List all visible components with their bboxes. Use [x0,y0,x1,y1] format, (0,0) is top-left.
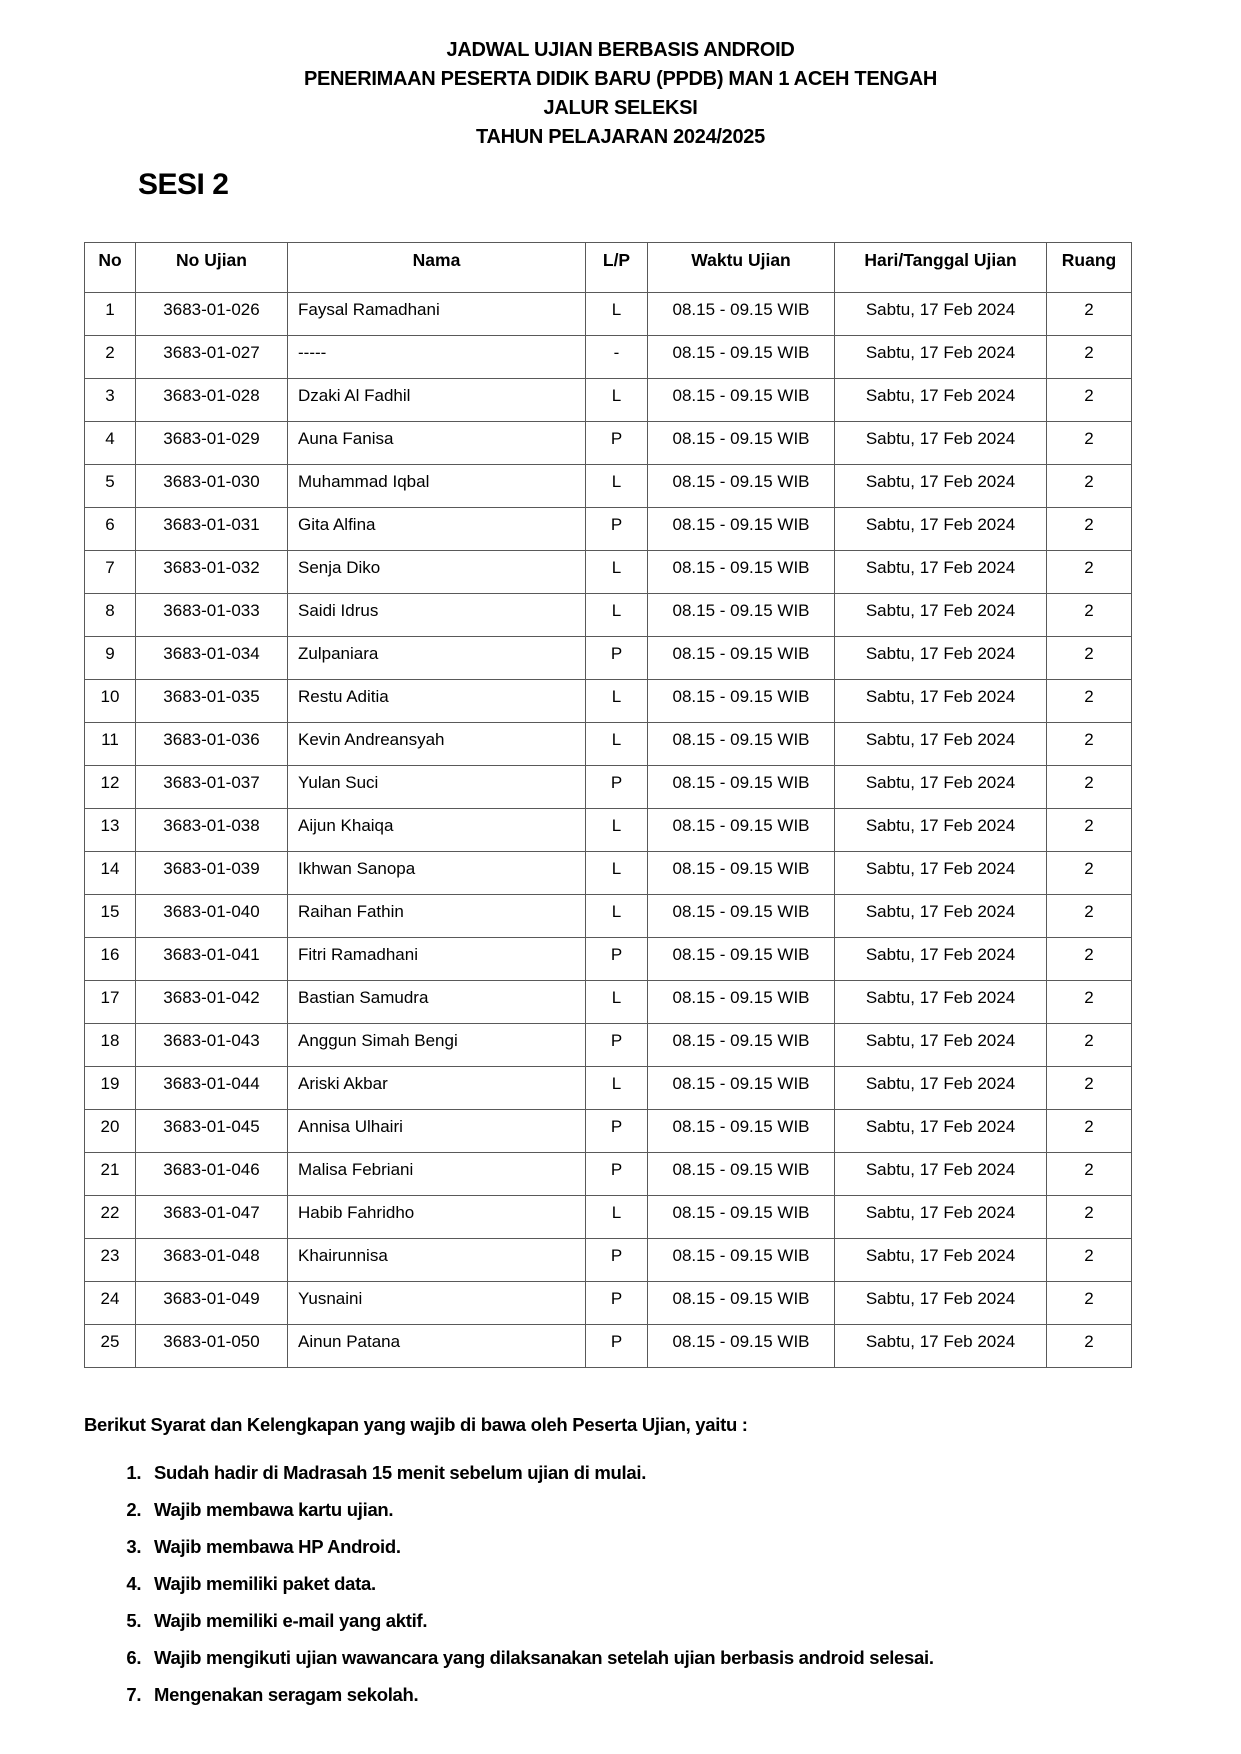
table-row [85,809,1132,852]
table-row [85,1196,1132,1239]
cell-waktu-ujian: 08.15 - 09.15 WIB [648,766,835,809]
cell-no-ujian: 3683-01-045 [136,1110,288,1153]
cell-nama: Anggun Simah Bengi [288,1024,586,1067]
cell-lp: L [586,379,648,422]
cell-nama: Habib Fahridho [288,1196,586,1239]
cell-no-ujian: 3683-01-041 [136,938,288,981]
cell-ruang: 2 [1047,852,1132,895]
table-row [85,379,1132,422]
requirement-item-1: 1. Sudah hadir di Madrasah 15 menit sebelum ujian di mulai. [146,1462,1241,1484]
cell-no: 12 [85,766,136,809]
cell-ruang: 2 [1047,895,1132,938]
cell-no: 1 [85,293,136,336]
cell-lp: P [586,938,648,981]
cell-no-ujian: 3683-01-036 [136,723,288,766]
cell-lp: P [586,1110,648,1153]
cell-waktu-ujian: 08.15 - 09.15 WIB [648,293,835,336]
table-row [85,551,1132,594]
table-row [85,895,1132,938]
cell-no: 6 [85,508,136,551]
cell-waktu-ujian: 08.15 - 09.15 WIB [648,1282,835,1325]
requirement-item-5: 5. Wajib memiliki e-mail yang aktif. [146,1610,1241,1632]
cell-hari-tanggal-ujian: Sabtu, 17 Feb 2024 [835,1153,1047,1196]
cell-nama: Aijun Khaiqa [288,809,586,852]
column-header-no-ujian: No Ujian [136,243,288,293]
cell-nama: Kevin Andreansyah [288,723,586,766]
cell-ruang: 2 [1047,766,1132,809]
cell-hari-tanggal-ujian: Sabtu, 17 Feb 2024 [835,508,1047,551]
table-header-row [85,243,1132,293]
cell-waktu-ujian: 08.15 - 09.15 WIB [648,422,835,465]
table-row [85,723,1132,766]
session-heading: SESI 2 [138,168,229,201]
table-row [85,981,1132,1024]
cell-no: 14 [85,852,136,895]
cell-no-ujian: 3683-01-050 [136,1325,288,1368]
table-row [85,508,1132,551]
cell-no-ujian: 3683-01-043 [136,1024,288,1067]
column-header-waktu-ujian: Waktu Ujian [648,243,835,293]
cell-no-ujian: 3683-01-040 [136,895,288,938]
cell-nama: Auna Fanisa [288,422,586,465]
cell-waktu-ujian: 08.15 - 09.15 WIB [648,508,835,551]
cell-lp: L [586,293,648,336]
table-row [85,1282,1132,1325]
table-row [85,336,1132,379]
cell-no: 10 [85,680,136,723]
cell-lp: P [586,1325,648,1368]
cell-hari-tanggal-ujian: Sabtu, 17 Feb 2024 [835,1110,1047,1153]
cell-no: 23 [85,1239,136,1282]
cell-lp: P [586,766,648,809]
cell-ruang: 2 [1047,723,1132,766]
cell-no: 7 [85,551,136,594]
requirements-section [84,1414,1241,1706]
cell-waktu-ujian: 08.15 - 09.15 WIB [648,809,835,852]
cell-no-ujian: 3683-01-037 [136,766,288,809]
cell-waktu-ujian: 08.15 - 09.15 WIB [648,1153,835,1196]
cell-lp: L [586,465,648,508]
cell-no: 2 [85,336,136,379]
cell-no-ujian: 3683-01-042 [136,981,288,1024]
cell-no-ujian: 3683-01-038 [136,809,288,852]
cell-hari-tanggal-ujian: Sabtu, 17 Feb 2024 [835,1024,1047,1067]
cell-ruang: 2 [1047,809,1132,852]
cell-waktu-ujian: 08.15 - 09.15 WIB [648,336,835,379]
cell-ruang: 2 [1047,379,1132,422]
cell-ruang: 2 [1047,1110,1132,1153]
table-row [85,680,1132,723]
cell-no: 5 [85,465,136,508]
cell-waktu-ujian: 08.15 - 09.15 WIB [648,551,835,594]
cell-ruang: 2 [1047,422,1132,465]
requirement-item-2: 2. Wajib membawa kartu ujian. [146,1499,1241,1521]
cell-hari-tanggal-ujian: Sabtu, 17 Feb 2024 [835,637,1047,680]
cell-lp: L [586,680,648,723]
cell-ruang: 2 [1047,1067,1132,1110]
cell-hari-tanggal-ujian: Sabtu, 17 Feb 2024 [835,723,1047,766]
column-header-ruang: Ruang [1047,243,1132,293]
cell-lp: L [586,809,648,852]
cell-ruang: 2 [1047,680,1132,723]
cell-no-ujian: 3683-01-028 [136,379,288,422]
title-line-4: TAHUN PELAJARAN 2024/2025 [476,126,765,148]
cell-waktu-ujian: 08.15 - 09.15 WIB [648,1067,835,1110]
table-row [85,637,1132,680]
table-body [85,293,1132,1368]
cell-lp: L [586,895,648,938]
cell-hari-tanggal-ujian: Sabtu, 17 Feb 2024 [835,680,1047,723]
cell-ruang: 2 [1047,981,1132,1024]
cell-nama: Raihan Fathin [288,895,586,938]
title-line-2: PENERIMAAN PESERTA DIDIK BARU (PPDB) MAN 1 ACEH TENGAH [303,68,938,90]
cell-hari-tanggal-ujian: Sabtu, 17 Feb 2024 [835,465,1047,508]
cell-hari-tanggal-ujian: Sabtu, 17 Feb 2024 [835,766,1047,809]
cell-lp: P [586,1024,648,1067]
cell-hari-tanggal-ujian: Sabtu, 17 Feb 2024 [835,293,1047,336]
cell-no: 4 [85,422,136,465]
cell-waktu-ujian: 08.15 - 09.15 WIB [648,1196,835,1239]
cell-nama: Muhammad Iqbal [288,465,586,508]
cell-no: 3 [85,379,136,422]
cell-no-ujian: 3683-01-031 [136,508,288,551]
cell-no-ujian: 3683-01-047 [136,1196,288,1239]
title-line-3: JALUR SELEKSI [543,97,698,119]
column-header-nama: Nama [288,243,586,293]
cell-nama: Annisa Ulhairi [288,1110,586,1153]
table-row [85,1067,1132,1110]
cell-no-ujian: 3683-01-029 [136,422,288,465]
cell-waktu-ujian: 08.15 - 09.15 WIB [648,895,835,938]
table-row [85,938,1132,981]
cell-waktu-ujian: 08.15 - 09.15 WIB [648,465,835,508]
cell-nama: Saidi Idrus [288,594,586,637]
requirements-intro: Berikut Syarat dan Kelengkapan yang wajib di bawa oleh Peserta Ujian, yaitu : [84,1414,748,1435]
table-row [85,852,1132,895]
cell-no-ujian: 3683-01-027 [136,336,288,379]
cell-lp: P [586,1153,648,1196]
cell-ruang: 2 [1047,594,1132,637]
cell-no-ujian: 3683-01-049 [136,1282,288,1325]
cell-no-ujian: 3683-01-044 [136,1067,288,1110]
table-row [85,1239,1132,1282]
cell-nama: Ariski Akbar [288,1067,586,1110]
cell-hari-tanggal-ujian: Sabtu, 17 Feb 2024 [835,809,1047,852]
table-row [85,766,1132,809]
column-header-no: No [85,243,136,293]
column-header-lp: L/P [586,243,648,293]
cell-lp: L [586,1067,648,1110]
cell-hari-tanggal-ujian: Sabtu, 17 Feb 2024 [835,594,1047,637]
cell-waktu-ujian: 08.15 - 09.15 WIB [648,1110,835,1153]
cell-waktu-ujian: 08.15 - 09.15 WIB [648,981,835,1024]
cell-nama: Ainun Patana [288,1325,586,1368]
cell-no: 19 [85,1067,136,1110]
cell-nama: Ikhwan Sanopa [288,852,586,895]
cell-waktu-ujian: 08.15 - 09.15 WIB [648,379,835,422]
cell-no-ujian: 3683-01-035 [136,680,288,723]
cell-hari-tanggal-ujian: Sabtu, 17 Feb 2024 [835,1325,1047,1368]
cell-nama: Fitri Ramadhani [288,938,586,981]
cell-waktu-ujian: 08.15 - 09.15 WIB [648,938,835,981]
cell-nama: Faysal Ramadhani [288,293,586,336]
cell-lp: P [586,422,648,465]
cell-ruang: 2 [1047,508,1132,551]
table-row [85,1024,1132,1067]
cell-hari-tanggal-ujian: Sabtu, 17 Feb 2024 [835,938,1047,981]
table-row [85,1153,1132,1196]
cell-lp: L [586,1196,648,1239]
cell-ruang: 2 [1047,551,1132,594]
cell-no-ujian: 3683-01-048 [136,1239,288,1282]
cell-no: 18 [85,1024,136,1067]
cell-hari-tanggal-ujian: Sabtu, 17 Feb 2024 [835,852,1047,895]
cell-nama: Khairunnisa [288,1239,586,1282]
cell-hari-tanggal-ujian: Sabtu, 17 Feb 2024 [835,1067,1047,1110]
requirement-item-4: 4. Wajib memiliki paket data. [146,1573,1241,1595]
cell-lp: L [586,551,648,594]
table-row [85,594,1132,637]
cell-hari-tanggal-ujian: Sabtu, 17 Feb 2024 [835,422,1047,465]
cell-no: 25 [85,1325,136,1368]
requirement-item-6: 6. Wajib mengikuti ujian wawancara yang dilaksanakan setelah ujian berbasis android selesai. [146,1647,1241,1669]
cell-waktu-ujian: 08.15 - 09.15 WIB [648,1239,835,1282]
cell-hari-tanggal-ujian: Sabtu, 17 Feb 2024 [835,1239,1047,1282]
cell-hari-tanggal-ujian: Sabtu, 17 Feb 2024 [835,336,1047,379]
cell-ruang: 2 [1047,1196,1132,1239]
cell-nama: ----- [288,336,586,379]
cell-no-ujian: 3683-01-032 [136,551,288,594]
requirements-list [84,1462,1241,1706]
cell-no-ujian: 3683-01-030 [136,465,288,508]
cell-ruang: 2 [1047,1239,1132,1282]
cell-waktu-ujian: 08.15 - 09.15 WIB [648,1325,835,1368]
title-line-1: JADWAL UJIAN BERBASIS ANDROID [446,39,795,61]
cell-nama: Senja Diko [288,551,586,594]
cell-no: 22 [85,1196,136,1239]
cell-lp: L [586,594,648,637]
cell-ruang: 2 [1047,938,1132,981]
cell-no-ujian: 3683-01-034 [136,637,288,680]
cell-nama: Dzaki Al Fadhil [288,379,586,422]
cell-hari-tanggal-ujian: Sabtu, 17 Feb 2024 [835,551,1047,594]
exam-schedule-table [84,242,1132,1368]
table-row [85,1110,1132,1153]
cell-hari-tanggal-ujian: Sabtu, 17 Feb 2024 [835,379,1047,422]
cell-nama: Zulpaniara [288,637,586,680]
column-header-hari-tanggal-ujian: Hari/Tanggal Ujian [835,243,1047,293]
cell-lp: L [586,723,648,766]
cell-nama: Malisa Febriani [288,1153,586,1196]
cell-no-ujian: 3683-01-026 [136,293,288,336]
cell-lp: L [586,981,648,1024]
cell-nama: Gita Alfina [288,508,586,551]
cell-ruang: 2 [1047,637,1132,680]
cell-waktu-ujian: 08.15 - 09.15 WIB [648,594,835,637]
cell-lp: - [586,336,648,379]
cell-nama: Yulan Suci [288,766,586,809]
cell-no: 11 [85,723,136,766]
cell-ruang: 2 [1047,465,1132,508]
cell-no: 8 [85,594,136,637]
requirement-item-7: 7. Mengenakan seragam sekolah. [146,1684,1241,1706]
cell-ruang: 2 [1047,1325,1132,1368]
cell-no-ujian: 3683-01-033 [136,594,288,637]
cell-lp: P [586,508,648,551]
cell-no: 9 [85,637,136,680]
cell-no: 13 [85,809,136,852]
cell-hari-tanggal-ujian: Sabtu, 17 Feb 2024 [835,1196,1047,1239]
cell-no: 21 [85,1153,136,1196]
cell-nama: Bastian Samudra [288,981,586,1024]
cell-lp: L [586,852,648,895]
cell-no: 17 [85,981,136,1024]
cell-waktu-ujian: 08.15 - 09.15 WIB [648,680,835,723]
cell-no: 24 [85,1282,136,1325]
cell-lp: P [586,637,648,680]
document-header [0,36,1241,152]
cell-waktu-ujian: 08.15 - 09.15 WIB [648,1024,835,1067]
cell-ruang: 2 [1047,1024,1132,1067]
cell-no: 20 [85,1110,136,1153]
cell-waktu-ujian: 08.15 - 09.15 WIB [648,637,835,680]
cell-waktu-ujian: 08.15 - 09.15 WIB [648,723,835,766]
requirement-item-3: 3. Wajib membawa HP Android. [146,1536,1241,1558]
table-row [85,422,1132,465]
cell-hari-tanggal-ujian: Sabtu, 17 Feb 2024 [835,1282,1047,1325]
cell-ruang: 2 [1047,336,1132,379]
table-row [85,465,1132,508]
cell-no-ujian: 3683-01-039 [136,852,288,895]
cell-ruang: 2 [1047,1282,1132,1325]
cell-ruang: 2 [1047,293,1132,336]
cell-no: 15 [85,895,136,938]
cell-lp: P [586,1282,648,1325]
cell-no: 16 [85,938,136,981]
cell-lp: P [586,1239,648,1282]
cell-hari-tanggal-ujian: Sabtu, 17 Feb 2024 [835,981,1047,1024]
cell-no-ujian: 3683-01-046 [136,1153,288,1196]
cell-ruang: 2 [1047,1153,1132,1196]
cell-nama: Yusnaini [288,1282,586,1325]
cell-nama: Restu Aditia [288,680,586,723]
table-row [85,293,1132,336]
cell-hari-tanggal-ujian: Sabtu, 17 Feb 2024 [835,895,1047,938]
cell-waktu-ujian: 08.15 - 09.15 WIB [648,852,835,895]
table-row [85,1325,1132,1368]
